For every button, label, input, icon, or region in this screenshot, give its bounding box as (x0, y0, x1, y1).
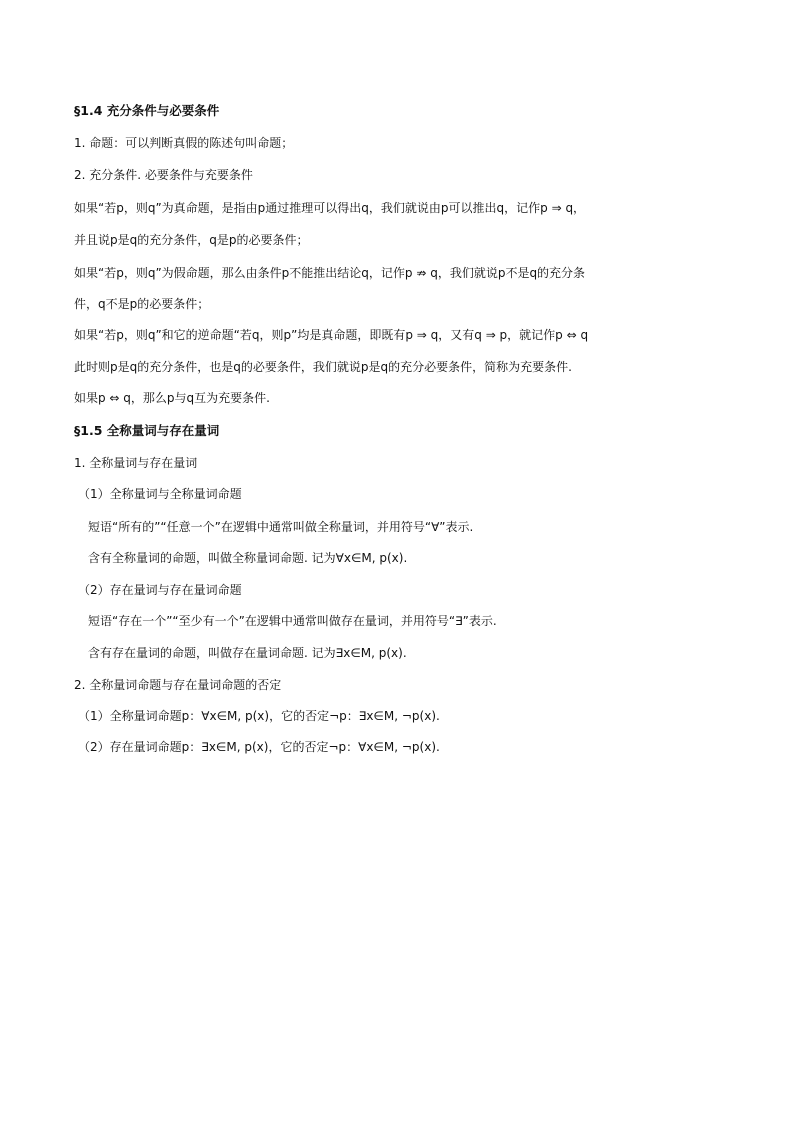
universal-quantifier-title: （1）全称量词与全称量词命题 (78, 487, 242, 501)
existential-quantifier-definition: 短语“存在一个”“至少有一个”在逻辑中通常叫做存在量词，并用符号“∃”表示. (88, 614, 497, 628)
paragraph-not-sufficient-line-2: 件，q不是p的必要条件； (74, 297, 210, 311)
definition-proposition: 1. 命题：可以判断真假的陈述句叫命题； (74, 136, 294, 150)
section-1-4-title: §1.4 充分条件与必要条件 (74, 103, 220, 118)
existential-proposition-notation: 含有存在量词的命题，叫做存在量词命题. 记为∃x∈M, p(x). (88, 646, 407, 660)
paragraph-necessary-sufficient-line-2: 此时则p是q的充分条件，也是q的必要条件，我们就说p是q的充分必要条件，简称为充要条件. (74, 360, 572, 374)
paragraph-not-sufficient-line-1: 如果“若p，则q”为假命题，那么由条件p不能推出结论q，记作p ⇏ q，我们就说p不是q的充分条 (74, 266, 586, 280)
existential-negation: （2）存在量词命题p：∃x∈M, p(x)，它的否定¬p：∀x∈M, ¬p(x). (78, 740, 440, 754)
subheading-quantifiers: 1. 全称量词与存在量词 (74, 456, 198, 470)
existential-quantifier-title: （2）存在量词与存在量词命题 (78, 583, 242, 597)
paragraph-sufficient-line-1: 如果“若p，则q”为真命题，是指由p通过推理可以得出q，我们就说由p可以推出q，记作p ⇒ q， (74, 201, 586, 215)
paragraph-necessary-sufficient-line-1: 如果“若p，则q”和它的逆命题“若q，则p”均是真命题，即既有p ⇒ q，又有q ⇒ p，就记作p ⇔ q (74, 328, 589, 342)
paragraph-mutual-condition: 如果p ⇔ q，那么p与q互为充要条件. (74, 391, 270, 405)
section-1-5-title: §1.5 全称量词与存在量词 (74, 423, 220, 438)
universal-negation: （1）全称量词命题p：∀x∈M, p(x)，它的否定¬p：∃x∈M, ¬p(x). (78, 709, 440, 723)
universal-proposition-notation: 含有全称量词的命题，叫做全称量词命题. 记为∀x∈M, p(x). (88, 551, 408, 565)
paragraph-sufficient-line-2: 并且说p是q的充分条件，q是p的必要条件； (74, 233, 309, 247)
subheading-negation: 2. 全称量词命题与存在量词命题的否定 (74, 678, 282, 692)
universal-quantifier-definition: 短语“所有的”“任意一个”在逻辑中通常叫做全称量词，并用符号“∀”表示. (88, 520, 474, 534)
subheading-conditions: 2. 充分条件. 必要条件与充要条件 (74, 168, 253, 182)
